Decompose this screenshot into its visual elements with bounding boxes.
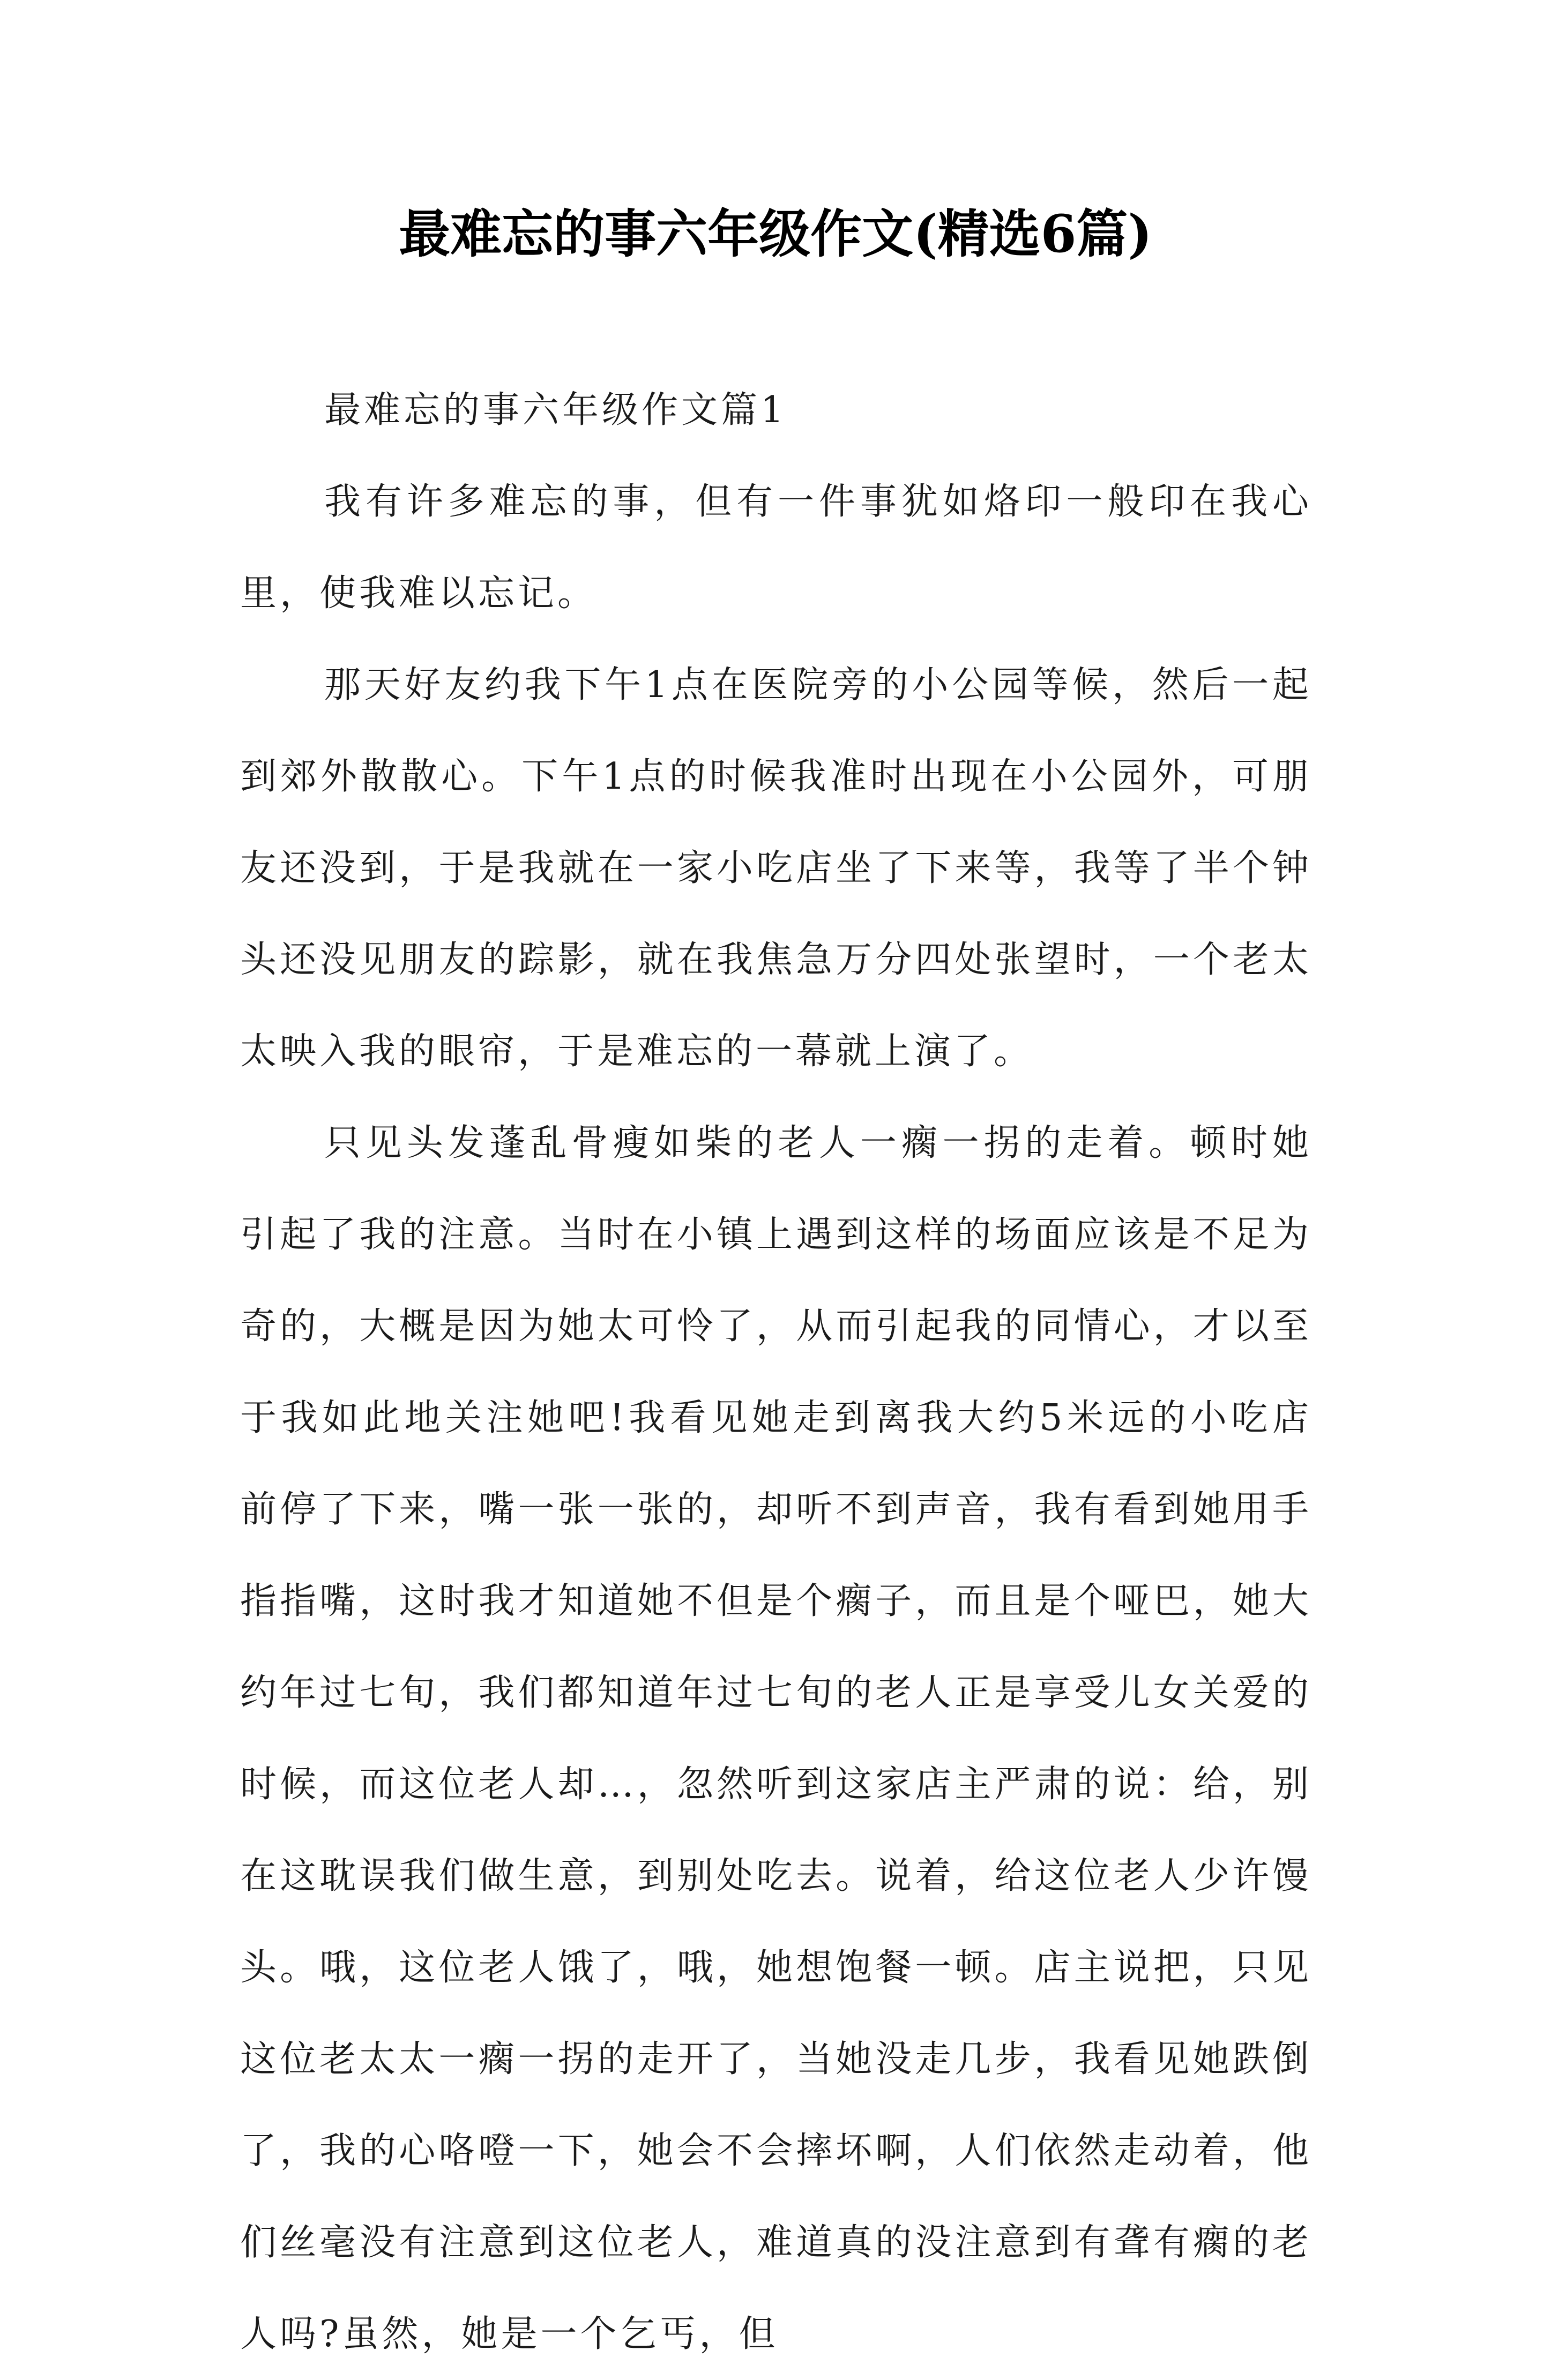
section-heading: 最难忘的事六年级作文篇1 [324,389,787,431]
document-title: 最难忘的事六年级作文(精选6篇) [399,204,1152,264]
paragraph-1: 我有许多难忘的事，但有一件事犹如烙印一般印在我心里，使我难以忘记。 [240,481,1312,615]
document-body [240,364,1312,2380]
paragraph-3: 只见头发蓬乱骨瘦如柴的老人一瘸一拐的走着。顿时她引起了我的注意。当时在小镇上遇到这样的场面应该是不足为奇的，大概是因为她太可怜了，从而引起我的同情心，才以至于我如此地关注她吧!我看见她走到离我大约5米远的小吃店前停了下来，嘴一张一张的，却听不到声音，我有看到她用手指指嘴，这时我才知道她不但是个瘸子，而且是个哑巴，她大约年过七旬，我们都知道年过七旬的老人正是享受儿女关爱的时候，而这位老人却…，忽然听到这家店主严肃的说：给，别在这耽误我们做生意，到别处吃去。说着，给这位老人少许馒头。哦，这位老人饿了，哦，她想饱餐一顿。店主说把，只见这位老太太一瘸一拐的走开了，当她没走几步，我看见她跌倒了，我的心咯噔一下，她会不会摔坏啊，人们依然走动着，他们丝毫没有注意到这位老人，难道真的没注意到有聋有瘸的老人吗?虽然，她是一个乞丐，但 [240,1122,1312,2355]
paragraph-2: 那天好友约我下午1点在医院旁的小公园等候，然后一起到郊外散散心。下午1点的时候我准时出现在小公园外，可朋友还没到，于是我就在一家小吃店坐了下来等，我等了半个钟头还没见朋友的踪影，就在我焦急万分四处张望时，一个老太太映入我的眼帘，于是难忘的一幕就上演了。 [240,664,1312,1073]
